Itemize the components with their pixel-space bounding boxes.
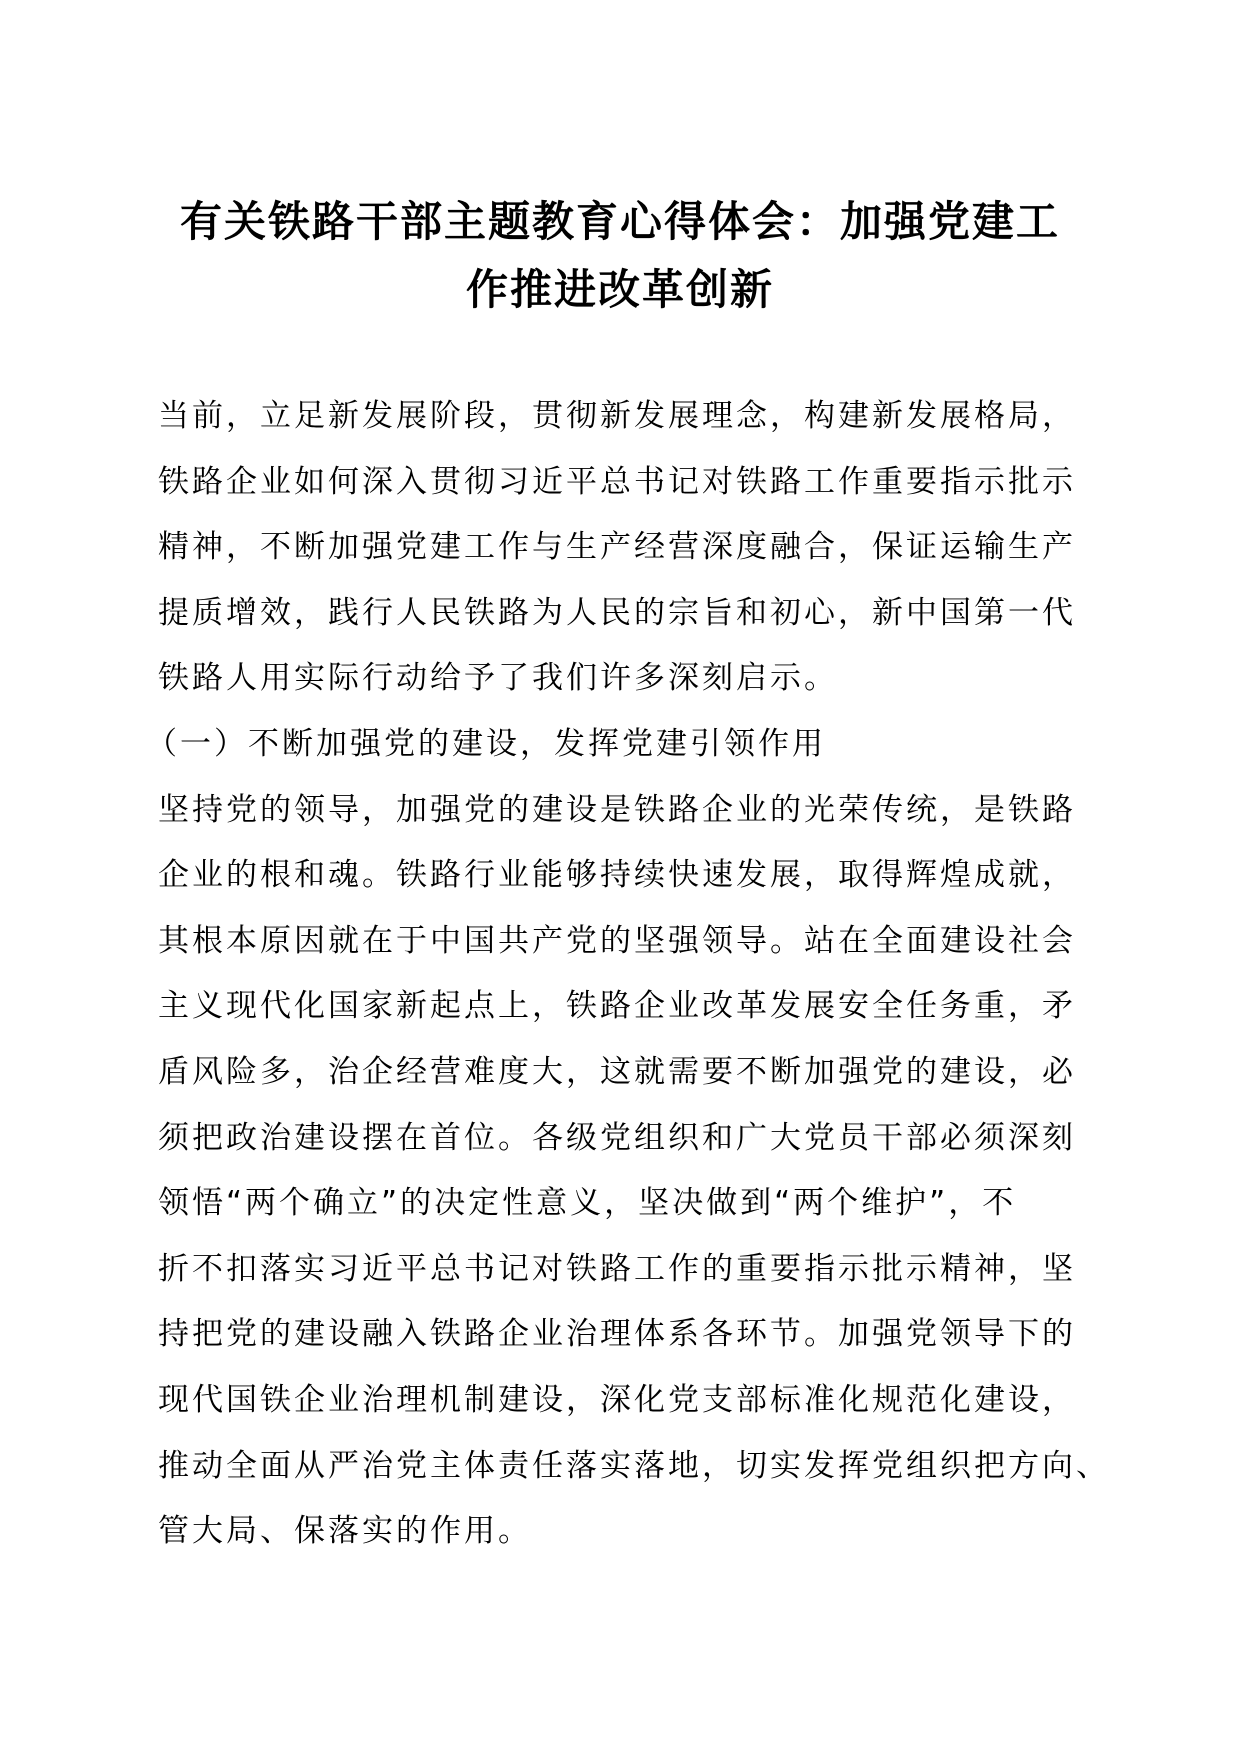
title-line-2: 作推进改革创新 [465,265,774,314]
paragraph-line: 持把党的建设融入铁路企业治理体系各环节。加强党领导下的 [158,1316,1076,1353]
paragraph-section-1 [158,778,1110,1565]
title-line-1: 有关铁路干部主题教育心得体会：加强党建工 [179,197,1060,246]
paragraph-line: 坚持党的领导，加强党的建设是铁路企业的光荣传统，是铁路 [158,791,1076,828]
paragraph-line: 须把政治建设摆在首位。各级党组织和广大党员干部必须深刻 [158,1119,1076,1156]
paragraph-line: 盾风险多，治企经营难度大，这就需要不断加强党的建设，必 [158,1053,1076,1090]
document-body [146,384,1110,1565]
paragraph-line: 提质增效，践行人民铁路为人民的宗旨和初心，新中国第一代 [158,594,1076,631]
paragraph-line: 折不扣落实习近平总书记对铁路工作的重要指示批示精神，坚 [158,1250,1076,1287]
section-heading: （一）不断加强党的建设，发挥党建引领作用 [146,725,826,762]
paragraph-line: 主义现代化国家新起点上，铁路企业改革发展安全任务重，矛 [158,988,1076,1025]
paragraph-line: 精神，不断加强党建工作与生产经营深度融合，保证运输生产 [158,529,1076,566]
paragraph-line: 现代国铁企业治理机制建设，深化党支部标准化规范化建设， [158,1381,1076,1418]
paragraph-line: 铁路企业如何深入贯彻习近平总书记对铁路工作重要指示批示 [158,463,1076,500]
paragraph-line: 其根本原因就在于中国共产党的坚强领导。站在全面建设社会 [158,922,1076,959]
paragraph-line: 当前，立足新发展阶段，贯彻新发展理念，构建新发展格局， [158,398,1076,434]
paragraph-line: 领悟“两个确立”的决定性意义，坚决做到“两个维护”，不 [158,1185,1017,1222]
paragraph-line: 企业的根和魂。铁路行业能够持续快速发展，取得辉煌成就， [158,857,1076,894]
document-title [150,188,1090,324]
paragraph-line: 管大局、保落实的作用。 [158,1513,532,1550]
paragraph-intro [158,384,1088,712]
paragraph-line: 推动全面从严治党主体责任落实落地，切实发挥党组织把方向、 [158,1447,1110,1484]
paragraph-line: 铁路人用实际行动给予了我们许多深刻启示。 [158,660,838,697]
